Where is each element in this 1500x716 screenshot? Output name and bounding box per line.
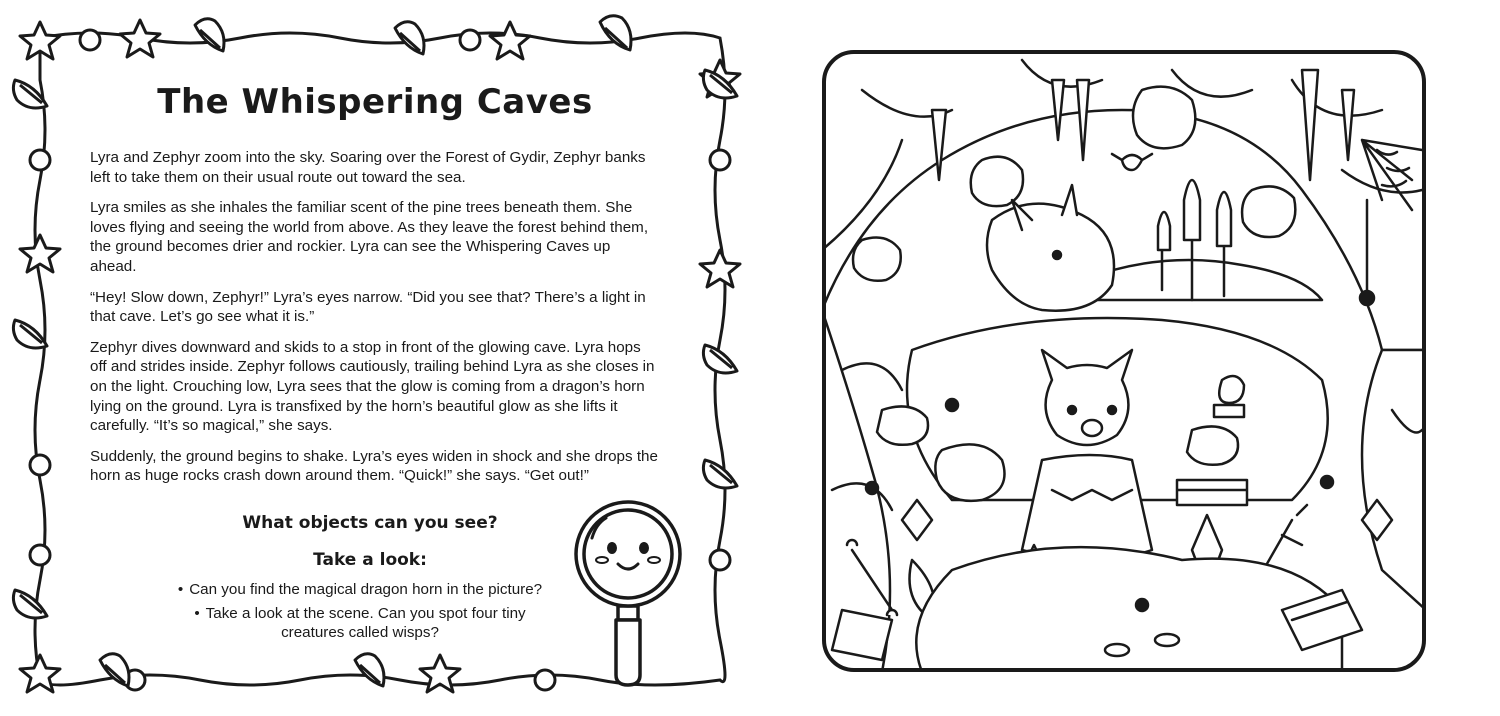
dot-icon — [80, 30, 100, 50]
webbed-foot-icon — [703, 345, 737, 373]
story-paragraph: Lyra and Zephyr zoom into the sky. Soaring over the Forest of Gydir, Zephyr banks left to take them on their usual route out toward the sea. — [90, 149, 646, 186]
star-icon — [20, 655, 60, 692]
book — [1177, 480, 1247, 505]
rock — [877, 406, 928, 444]
star-icon — [490, 22, 530, 59]
story-paragraph: Zephyr dives downward and skids to a stop in front of the glowing cave. Lyra hops off and strides inside. Zephyr follows cautiously, trailing behind Lyra as she closes in on the light. Crouching low, Lyra sees that the glow is coming from a dragon’s horn lying on the ground. Lyra is transfixed by the horn’s beautiful glow as she lifts it carefully. “It’s so magical,” she says. — [90, 338, 655, 435]
wisp-icon — [1321, 476, 1333, 488]
dot-icon — [710, 550, 730, 570]
activity-item — [110, 604, 610, 643]
star-icon — [20, 235, 60, 272]
star-icon — [700, 250, 740, 287]
dot-icon — [535, 670, 555, 690]
spider-icon — [1360, 291, 1374, 305]
wisp-icon — [1136, 599, 1148, 611]
coin-icon — [1155, 634, 1179, 646]
bullet-icon: • — [194, 604, 200, 622]
dot-icon — [30, 455, 50, 475]
webbed-foot-icon — [195, 19, 224, 51]
page-title: The Whispering Caves — [157, 82, 593, 122]
webbed-foot-icon — [100, 654, 129, 686]
magnifying-glass-icon — [562, 498, 694, 688]
question-heading: What objects can you see? — [242, 513, 498, 533]
activity-item — [110, 580, 610, 600]
board — [832, 610, 892, 660]
story-text — [90, 148, 660, 497]
story-paragraph: Lyra smiles as she inhales the familiar scent of the pine trees beneath them. She loves flying and seeing the world from above. As they leave the forest behind them, the ground becomes drier and rockier. Lyra can see the Whispering Caves up ahead. — [90, 199, 649, 275]
webbed-foot-icon — [13, 590, 47, 618]
rock — [1187, 426, 1238, 464]
webbed-foot-icon — [395, 22, 424, 54]
dot-icon — [460, 30, 480, 50]
rock — [1133, 87, 1195, 149]
coin-icon — [1105, 644, 1129, 656]
rock — [971, 157, 1023, 206]
activity-text: Can you find the magical dragon horn in the picture? — [189, 581, 543, 598]
rock — [853, 238, 901, 281]
wisp-icon — [866, 482, 878, 494]
wisp-icon — [946, 399, 958, 411]
dot-icon — [710, 150, 730, 170]
rock — [935, 444, 1004, 500]
cave-scene-illustration — [822, 50, 1426, 672]
story-paragraph: Suddenly, the ground begins to shake. Lyra’s eyes widen in shock and she drops the horn as huge rocks crash down around them. “Quick!” she says. “Get out!” — [90, 447, 658, 485]
webbed-foot-icon — [13, 320, 47, 348]
take-a-look-heading: Take a look: — [313, 550, 427, 570]
rock — [1242, 186, 1295, 237]
webbed-foot-icon — [703, 460, 737, 488]
bullet-icon: • — [177, 581, 184, 598]
star-icon — [120, 20, 160, 57]
story-paragraph: “Hey! Slow down, Zephyr!” Lyra’s eyes narrow. “Did you see that? There’s a light in that cave. Let’s go see what it is.” — [90, 288, 646, 326]
dot-icon — [30, 150, 50, 170]
activity-text: Take a look at the scene. Can you spot four tiny creatures called wisps? — [205, 604, 526, 642]
dot-icon — [30, 545, 50, 565]
webbed-foot-icon — [355, 654, 384, 686]
webbed-foot-icon — [600, 16, 631, 50]
activity-list — [110, 580, 610, 647]
